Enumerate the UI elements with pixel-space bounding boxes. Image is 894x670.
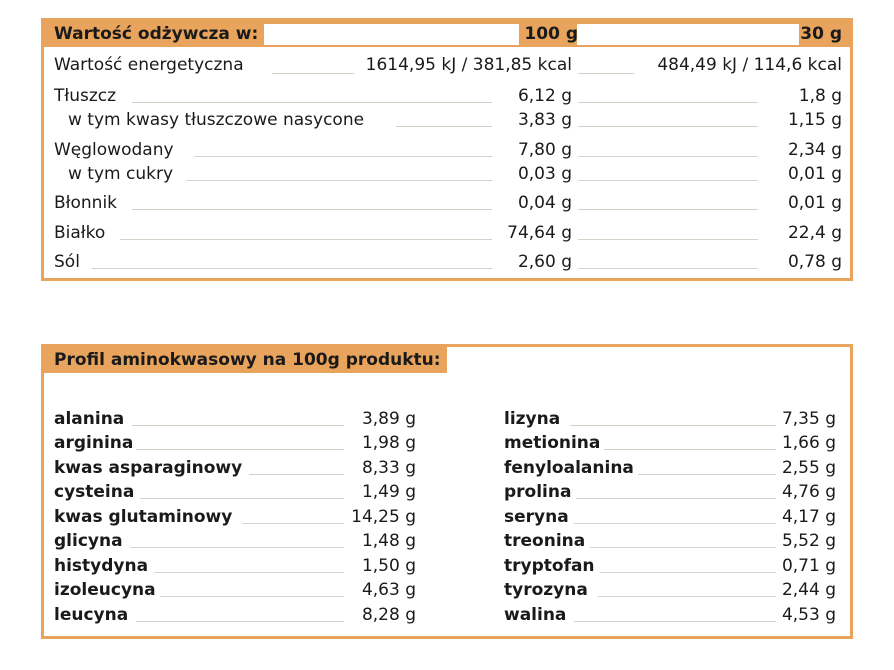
amino-name: kwas glutaminowy <box>54 507 233 527</box>
amino-name: tryptofan <box>504 556 595 576</box>
amino-value: 2,55 g <box>781 458 836 478</box>
leader-line <box>186 180 492 181</box>
leader-line <box>578 239 758 240</box>
value-30g: 0,78 g <box>787 252 842 272</box>
leader-line <box>578 209 758 210</box>
value-30g: 484,49 kJ / 114,6 kcal <box>657 55 842 75</box>
amino-name: fenyloalanina <box>504 458 634 478</box>
leader-line <box>638 474 776 475</box>
leader-line <box>570 425 776 426</box>
leader-line <box>242 523 344 524</box>
amino-value: 14,25 g <box>351 507 416 527</box>
amino-name: izoleucyna <box>54 580 156 600</box>
value-100g: 0,04 g <box>517 193 572 213</box>
value-100g: 7,80 g <box>517 140 572 160</box>
value-30g: 0,01 g <box>787 193 842 213</box>
leader-line <box>120 239 492 240</box>
amino-value: 1,50 g <box>361 556 416 576</box>
value-100g: 6,12 g <box>517 86 572 106</box>
value-100g: 1614,95 kJ / 381,85 kcal <box>365 55 572 75</box>
amino-name: arginina <box>54 433 134 453</box>
leader-line <box>140 498 344 499</box>
amino-value: 8,28 g <box>361 605 416 625</box>
row-label: Białko <box>54 223 106 243</box>
amino-value: 1,98 g <box>361 433 416 453</box>
leader-line <box>396 126 492 127</box>
amino-acid-table <box>41 344 853 639</box>
leader-line <box>132 102 492 103</box>
amino-name: lizyna <box>504 409 561 429</box>
amino-value: 1,49 g <box>361 482 416 502</box>
leader-line <box>160 596 344 597</box>
amino-value: 2,44 g <box>781 580 836 600</box>
amino-value: 1,48 g <box>361 531 416 551</box>
amino-value: 4,53 g <box>781 605 836 625</box>
leader-line <box>578 180 758 181</box>
amino-value: 8,33 g <box>361 458 416 478</box>
nutrition-title: Wartość odżywcza w: <box>54 24 259 44</box>
amino-name: glicyna <box>54 531 123 551</box>
value-30g: 0,01 g <box>787 164 842 184</box>
leader-line <box>578 126 758 127</box>
amino-name: kwas asparaginowy <box>54 458 243 478</box>
leader-line <box>194 156 492 157</box>
row-label: Sól <box>54 252 80 272</box>
amino-name: histydyna <box>54 556 149 576</box>
leader-line <box>604 449 776 450</box>
value-100g: 74,64 g <box>507 223 572 243</box>
amino-value: 5,52 g <box>781 531 836 551</box>
amino-value: 0,71 g <box>781 556 836 576</box>
amino-name: alanina <box>54 409 125 429</box>
amino-name: leucyna <box>54 605 129 625</box>
value-100g: 0,03 g <box>517 164 572 184</box>
leader-line <box>136 449 344 450</box>
amino-value: 7,35 g <box>781 409 836 429</box>
leader-line <box>578 73 634 74</box>
leader-line <box>578 156 758 157</box>
amino-value: 3,89 g <box>361 409 416 429</box>
amino-value: 1,66 g <box>781 433 836 453</box>
leader-line <box>130 547 344 548</box>
leader-line <box>574 621 776 622</box>
amino-value: 4,17 g <box>781 507 836 527</box>
row-label: w tym cukry <box>68 164 174 184</box>
leader-line <box>132 209 492 210</box>
amino-name: tyrozyna <box>504 580 588 600</box>
value-30g: 1,15 g <box>787 110 842 130</box>
amino-name: prolina <box>504 482 572 502</box>
leader-line <box>578 102 758 103</box>
leader-line <box>578 268 758 269</box>
value-100g: 3,83 g <box>517 110 572 130</box>
leader-line <box>92 268 492 269</box>
leader-line <box>132 425 344 426</box>
leader-line <box>590 547 776 548</box>
amino-name: walina <box>504 605 567 625</box>
row-label: Węglowodany <box>54 140 174 160</box>
leader-line <box>576 498 776 499</box>
amino-title: Profil aminokwasowy na 100g produktu: <box>54 350 441 370</box>
leader-line <box>154 572 344 573</box>
row-label: Tłuszcz <box>54 86 117 106</box>
leader-line <box>272 73 354 74</box>
value-30g: 1,8 g <box>798 86 842 106</box>
amino-name: cysteina <box>54 482 135 502</box>
row-label: Wartość energetyczna <box>54 55 244 75</box>
col-100g-header: 100 g <box>524 24 578 44</box>
amino-name: metionina <box>504 433 601 453</box>
header-spacer <box>264 24 519 45</box>
leader-line <box>574 523 776 524</box>
leader-line <box>598 596 776 597</box>
row-label: w tym kwasy tłuszczowe nasycone <box>68 110 365 130</box>
leader-line <box>136 621 344 622</box>
nutrition-table <box>41 18 853 281</box>
amino-value: 4,63 g <box>361 580 416 600</box>
value-100g: 2,60 g <box>517 252 572 272</box>
amino-value: 4,76 g <box>781 482 836 502</box>
header-spacer <box>577 24 799 45</box>
amino-name: treonina <box>504 531 586 551</box>
leader-line <box>249 474 344 475</box>
row-label: Błonnik <box>54 193 118 213</box>
value-30g: 22,4 g <box>787 223 842 243</box>
value-30g: 2,34 g <box>787 140 842 160</box>
col-30g-header: 30 g <box>800 24 842 44</box>
leader-line <box>600 572 776 573</box>
amino-name: seryna <box>504 507 569 527</box>
